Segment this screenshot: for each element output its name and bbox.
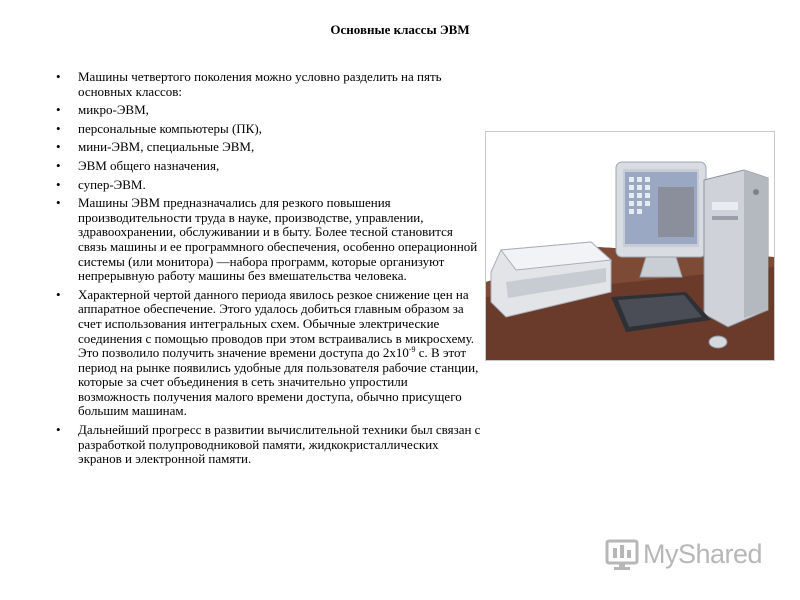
computer-illustration — [486, 132, 774, 360]
bullet-item: • ЭВМ общего назначения, — [56, 159, 482, 174]
bullet-text: Характерной чертой данного периода явилось резкое снижение цен на аппаратное обеспечение. Этого удалось добиться главным образом за счет использования интегральных схем. Обычные электрические соединения с помощью проводов при этом встраивались в микросхему. Это позволило получить значение времени доступа до 2х10 — [78, 286, 475, 361]
bullet-item: • супер-ЭВМ. — [56, 178, 482, 193]
bullet-item: • персональные компьютеры (ПК), — [56, 122, 482, 137]
watermark-text: MyShared — [643, 538, 763, 569]
slide-title: Основные классы ЭВМ — [330, 22, 470, 37]
bullet-item — [56, 288, 482, 419]
exponent: -9 — [408, 345, 416, 355]
myshared-watermark — [605, 534, 775, 574]
bullet-item: • микро-ЭВМ, — [56, 103, 482, 118]
system-unit — [704, 170, 768, 327]
myshared-logo-icon — [605, 537, 639, 571]
bullet-text: с. В этот период на рынке появились удобные для пользователя рабочие станции, которые за счет объединения в сеть значительно упростили возможность получения малого времени доступа, обычно присущего большим машинам. — [78, 345, 479, 419]
bullet-item: • мини-ЭВМ, специальные ЭВМ, — [56, 140, 482, 155]
computer-photo — [485, 131, 775, 361]
bullet-item: • Машины четвертого поколения можно условно разделить на пять основных классов: — [56, 70, 482, 99]
bullet-item: • Дальнейший прогресс в развитии вычислительной техники был связан с разработкой полупроводниковой памяти, жидкокристаллических экранов и электронной памяти. — [56, 423, 482, 467]
bullet-item: • Машины ЭВМ предназначались для резкого повышения производительности труда в науке, производстве, управлении, здравоохранении, обслуживании и в быту. Более тесной становится связь машины и ее программного обеспечения, особенно операционной системы (или монитора) —набора программ, которые организуют непрерывную работу машины без вмешательства человека. — [56, 196, 482, 284]
bullet-list — [56, 70, 482, 471]
